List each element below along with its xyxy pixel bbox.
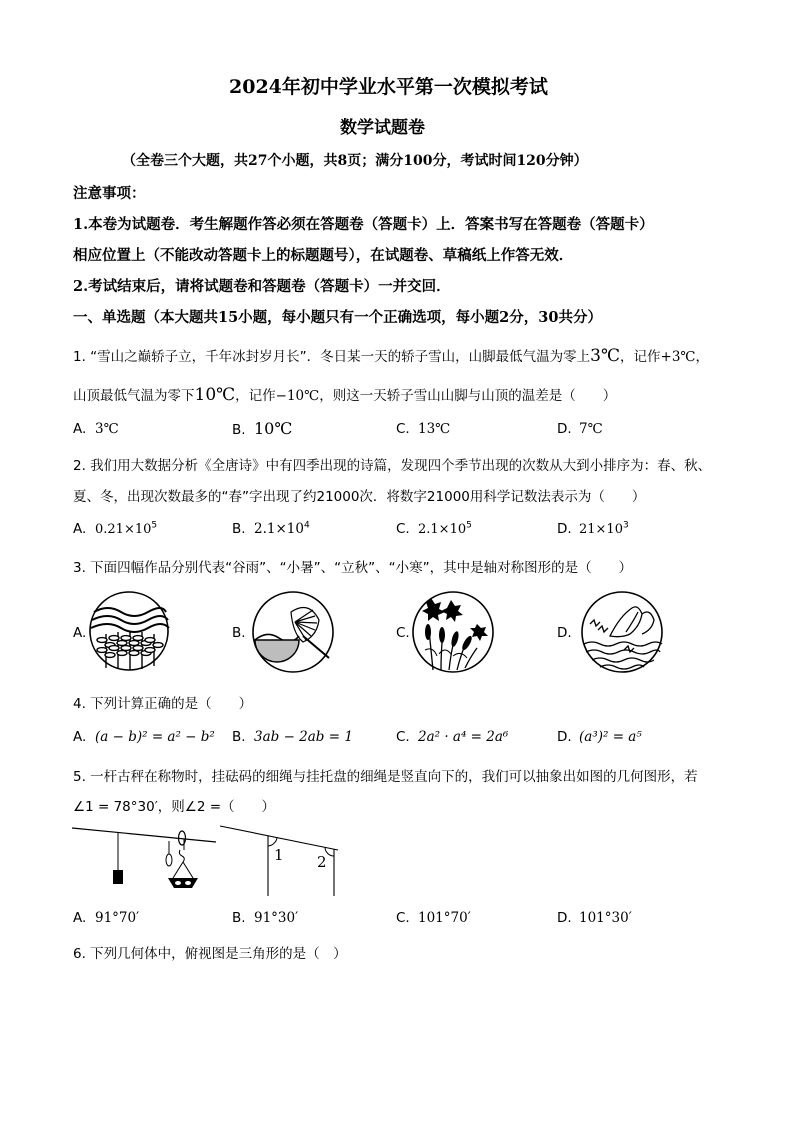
option-expression: (a³)² = a⁵ (579, 729, 642, 745)
q2-option-b[interactable] (232, 521, 310, 537)
q1-line1 (73, 345, 709, 366)
option-label: B. (232, 422, 246, 438)
option-value: 0.21×10 (95, 522, 152, 537)
option-value: 7℃ (579, 421, 603, 437)
q2-line2: 夏、冬，出现次数最多的“春”字出现了约21000次．将数字21000用科学记数法表示为（ ） (73, 489, 646, 505)
q1-line2-text2: ，记作 (235, 388, 276, 404)
option-label: A. (73, 521, 87, 537)
section1-heading: 一、单选题（本大题共15小题，每小题只有一个正确选项，每小题2分，30共分） (73, 309, 602, 326)
option-expression: (a − b)² = a² − b² (95, 729, 215, 745)
q5-option-c[interactable] (396, 910, 471, 926)
option-label: C. (396, 521, 410, 537)
q5-option-a[interactable] (73, 910, 139, 926)
notice-item1-line1: 1.本卷为试题卷．考生解题作答必须在答题卷（答题卡）上．答案书写在答题卷（答题卡） (73, 216, 654, 233)
q3-figure-autumn-begins[interactable] (411, 590, 495, 674)
option-label: B. (232, 910, 246, 926)
option-value: 2.1×10 (254, 521, 304, 537)
q4-option-c[interactable] (396, 729, 508, 745)
option-label: C. (396, 910, 410, 926)
q1-line2-text: 山顶最低气温为零下 (73, 388, 195, 404)
autumn-begins-image (411, 590, 495, 674)
option-label: B. (232, 729, 246, 745)
minor-cold-image (580, 590, 664, 674)
notice-item1-line2: 相应位置上（不能改动答题卡上的标题题号），在试题卷、草稿纸上作答无效． (73, 247, 574, 264)
option-label: C. (396, 421, 410, 437)
option-label: D. (557, 729, 572, 745)
minor-heat-image (251, 590, 335, 674)
q5-line1: 5. 一杆古秤在称物时，挂砝码的细绳与挂托盘的细绳是竖直向下的，我们可以抽象出如图的几何图形，若 (73, 769, 698, 785)
option-exponent: 3 (622, 520, 629, 531)
option-value: 101°30′ (579, 910, 632, 926)
option-value: 101°70′ (418, 910, 471, 926)
q4-option-d[interactable] (557, 729, 642, 745)
q1-temp-minus10: −10℃ (275, 388, 320, 404)
q6-line1: 6. 下列几何体中，俯视图是三角形的是（ ） (73, 946, 347, 962)
steelyard-image (70, 820, 220, 894)
q2-option-c[interactable] (396, 521, 472, 537)
q3-line1: 3. 下面四幅作品分别代表“谷雨”、“小暑”、“立秋”、“小寒”，其中是轴对称图形的是（ ） (73, 560, 633, 576)
q1-option-a[interactable] (73, 421, 119, 437)
q1-temp-3: 3℃ (590, 346, 621, 366)
exam-info: （全卷三个大题，共27个小题，共8页；满分100分，考试时间120分钟） (122, 153, 588, 169)
option-label: D. (557, 421, 572, 437)
option-exponent: 5 (466, 520, 472, 531)
q3-figure-grain-rain[interactable] (88, 590, 170, 672)
q4-option-b[interactable] (232, 729, 353, 745)
exam-title: 2024年初中学业水平第一次模拟考试 (229, 76, 548, 98)
notice-item2: 2.考试结束后，请将试题卷和答题卷（答题卡）一并交回． (73, 278, 451, 295)
option-value: 21×10 (579, 522, 623, 537)
option-exponent: 5 (151, 520, 158, 531)
q5-option-b[interactable] (232, 910, 298, 926)
option-label: A. (73, 421, 87, 437)
q1-option-d[interactable] (557, 421, 603, 437)
q1-line2 (73, 384, 616, 405)
q3-option-a-label[interactable]: A. (73, 625, 87, 641)
angle-2-label: 2 (317, 853, 327, 871)
option-label: A. (73, 910, 87, 926)
option-label: D. (557, 521, 572, 537)
option-exponent: 4 (303, 520, 310, 531)
q4-option-a[interactable] (73, 729, 215, 745)
q1-option-b[interactable] (232, 419, 292, 438)
q2-line1: 2. 我们用大数据分析《全唐诗》中有四季出现的诗篇，发现四个季节出现的次数从大到小排序为：春、秋、 (73, 458, 712, 474)
q1-line2-end: ，则这一天轿子雪山山脚与山顶的温差是（ ） (319, 388, 617, 404)
exam-subtitle: 数学试题卷 (340, 118, 425, 138)
q1-line1-end: ， (695, 349, 710, 365)
q3-option-c-label[interactable]: C. (396, 625, 410, 641)
q2-option-d[interactable] (557, 521, 629, 537)
q2-option-a[interactable] (73, 521, 157, 537)
option-expression: 2a² · a⁴ = 2a⁶ (418, 729, 509, 745)
option-label: B. (232, 521, 246, 537)
option-value: 91°30′ (254, 910, 299, 926)
q5-option-d[interactable] (557, 910, 632, 926)
option-value: 10℃ (254, 419, 293, 438)
q5-line2: ∠1 = 78°30′，则∠2 =（ ） (73, 799, 276, 815)
q5-figure-steelyard (70, 820, 220, 894)
option-value: 13℃ (418, 421, 451, 437)
q3-option-b-label[interactable]: B. (232, 625, 246, 641)
q1-line1-text: 1. “雪山之巅轿子立，千年冰封岁月长”．冬日某一天的轿子雪山，山脚最低气温为零上 (73, 349, 591, 365)
q1-option-c[interactable] (396, 421, 450, 437)
q1-temp-10: 10℃ (194, 385, 236, 405)
q3-option-d-label[interactable]: D. (557, 625, 572, 641)
option-value: 2.1×10 (418, 522, 467, 537)
q4-line1: 4. 下列计算正确的是（ ） (73, 696, 253, 712)
q1-temp-plus3: +3℃ (660, 349, 696, 365)
option-label: A. (73, 729, 87, 745)
q3-figure-minor-cold[interactable] (580, 590, 664, 674)
option-label: C. (396, 729, 410, 745)
option-value: 3℃ (95, 421, 119, 437)
q1-line1-text2: ，记作 (620, 349, 661, 365)
q3-figure-minor-heat[interactable] (251, 590, 335, 674)
notice-heading: 注意事项： (73, 185, 146, 202)
grain-rain-image (88, 590, 170, 672)
angle-1-label: 1 (274, 846, 284, 864)
option-expression: 3ab − 2ab = 1 (254, 729, 353, 745)
option-label: D. (557, 910, 572, 926)
option-value: 91°70′ (95, 910, 140, 926)
